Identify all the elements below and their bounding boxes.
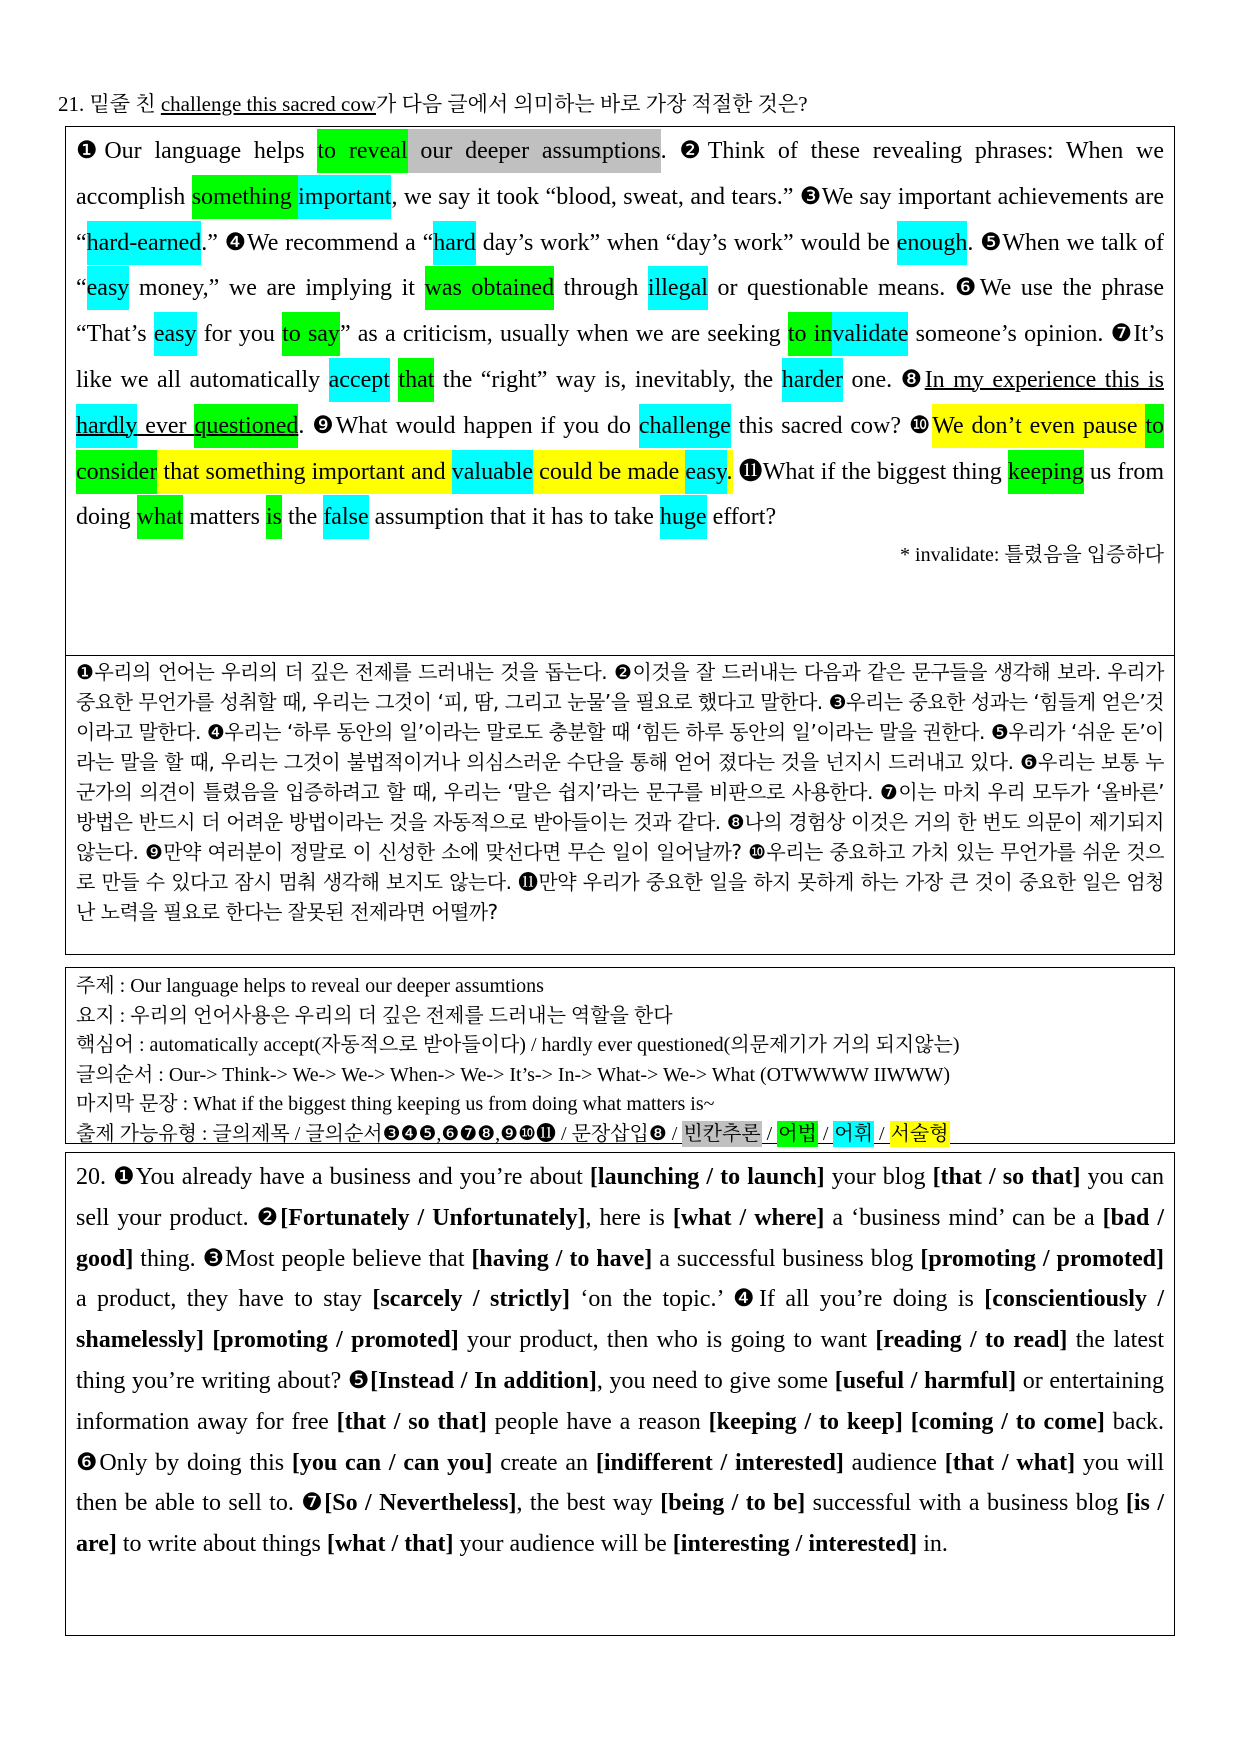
highlighted-phrase: was obtained	[425, 266, 555, 310]
highlighted-phrase: that something important and	[157, 450, 451, 494]
choice-bracket: [what / where]	[672, 1204, 825, 1231]
highlighted-phrase: easy	[685, 450, 726, 494]
text-segment: . ❺When we talk of “	[76, 229, 1165, 302]
highlighted-phrase: challenge	[639, 404, 731, 448]
choice-bracket: [coming / to come]	[910, 1408, 1105, 1435]
text-segment: this sacred cow? ❿	[730, 412, 933, 439]
choice-bracket: [you can / can you]	[291, 1449, 493, 1476]
choice-bracket: [promoting / promoted]	[920, 1245, 1165, 1272]
highlighted-phrase: easy	[154, 312, 197, 356]
translation-box	[65, 655, 1175, 955]
passage-21-box	[65, 126, 1175, 656]
choice-bracket: [indifferent / interested]	[595, 1449, 844, 1476]
text-segment: . ❾What would happen if you do	[298, 412, 639, 439]
text-segment: ⓫What if the biggest thing	[732, 458, 1008, 485]
choice-bracket: [Instead / In addition]	[370, 1367, 597, 1394]
highlighted-phrase: We don’t even pause	[932, 404, 1145, 448]
question-prefix: 밑줄 친	[89, 92, 156, 116]
text-segment: the	[281, 504, 324, 531]
text-segment: for you	[196, 321, 283, 348]
text-segment: through	[554, 275, 648, 302]
text-segment: the latest thing you’re writing about? ❺	[76, 1327, 1165, 1394]
text-segment: ‘on the topic.’ ❹If all you’re doing is	[569, 1286, 985, 1313]
text-segment: your product, then who is going to want	[458, 1327, 876, 1354]
choice-bracket: [So / Nevertheless]	[324, 1490, 517, 1517]
highlighted-phrase: huge	[660, 495, 707, 539]
highlighted-phrase: hardly	[76, 404, 137, 448]
choice-bracket: [that / so that]	[336, 1408, 487, 1435]
korean-translation: ❶우리의 언어는 우리의 더 깊은 전제를 드러내는 것을 돕는다. ❷이것을 잘 드러내는 다음과 같은 문구들을 생각해 보라. 우리가 중요한 무언가를 성취할 때, 우리는 그것이 ‘피, 땀, 그리고 눈물’을 필요로 했다고 말한다. ❸우리는 중요한 성과는 ‘힘들게 얻은’것이라고 말한다. ❹우리는 ‘하루 동안의 일’이라는 말로도 충분할 때 ‘힘든 하루 동안의 일’이라는 말을 권한다. ❺우리가 ‘쉬운 돈’이라는 말을 할 때, 우리는 그것이 불법적이거나 의심스러운 수단을 통해 얻어 졌다는 것을 넌지시 드러내고 있다. ❻우리는 보통 누군가의 의견이 틀렸음을 입증하려고 할 때, 우리는 ‘말은 쉽지’라는 문구를 비판으로 사용한다. ❼이는 마치 우리 모두가 ‘올바른’ 방법은 반드시 더 어려운 방법이라는 것을 자동적으로 받아들이는 것과 같다. ❽나의 경험상 이것은 거의 한 번도 의문이 제기되지 않는다. ❾만약 여러분이 정말로 이 신성한 소에 맞선다면 무슨 일이 일어날까? ❿우리는 중요하고 가치 있는 무언가를 쉬운 것으로 만들 수 있다고 잠시 멈춰 생각해 보지도 않는다. ⓫만약 우리가 중요한 일을 하지 못하게 하는 가장 큰 것이 중요한 일은 엄청난 노력을 필요로 한다는 잘못된 전제라면 어떨까?	[76, 660, 1164, 924]
text-segment: your blog	[824, 1164, 933, 1190]
text-segment: ” as a criticism, usually when we are seeking	[339, 321, 788, 348]
highlighted-phrase: important	[298, 175, 391, 219]
underlined-phrase: challenge this sacred cow	[160, 92, 377, 116]
text-segment: , we say it took “blood, sweat, and tears.” ❸We say important achievements are “	[76, 183, 1164, 256]
text-segment: in.	[917, 1531, 948, 1558]
choice-bracket: [useful / harmful]	[834, 1367, 1017, 1394]
text-segment: thing. ❸Most people believe that	[133, 1245, 472, 1272]
text-segment: your audience will be	[453, 1531, 673, 1558]
choice-bracket: [being / to be]	[660, 1490, 806, 1517]
question-type-tag: 빈칸추론	[683, 1122, 761, 1145]
text-segment: to write about things	[116, 1531, 327, 1558]
highlighted-phrase: accept	[329, 358, 390, 402]
text-segment: , the best way	[516, 1490, 661, 1517]
text-segment: or entertaining information away for free	[76, 1367, 1164, 1435]
highlighted-phrase: to in	[788, 312, 833, 356]
text-segment: a ‘business mind’ can be a	[824, 1204, 1103, 1231]
text-segment: effort?	[706, 504, 777, 531]
question-21-title	[58, 88, 808, 118]
summary-keywords: 핵심어 : automatically accept(자동적으로 받아들이다) / hardly ever questioned(의문제기가 거의 되지않는)	[76, 1034, 960, 1056]
text-segment: the “right” way is, inevitably, the	[434, 366, 782, 393]
highlighted-phrase: .	[727, 450, 733, 494]
text-segment: day’s work” when “day’s work” would be	[475, 229, 897, 256]
text-segment: . ❷Think of these revealing phrases: When we accomplish	[76, 138, 1165, 210]
text-segment: ❶Our language helps	[76, 138, 318, 164]
text-segment: , you need to give some	[596, 1367, 835, 1394]
highlighted-phrase: false	[323, 495, 368, 539]
highlighted-phrase: ever	[137, 412, 195, 439]
choice-bracket: [having / to have]	[471, 1245, 653, 1272]
summary-last-sentence: 마지막 문장 : What if the biggest thing keeping us from doing what matters is~	[76, 1093, 715, 1115]
text-segment: back. ❻Only by doing this	[76, 1408, 1164, 1476]
text-segment: a successful business blog	[652, 1245, 921, 1272]
choice-bracket: [is / are]	[76, 1490, 1165, 1558]
choice-bracket: [that / so that]	[932, 1164, 1081, 1190]
text-segment: people have a reason	[486, 1408, 709, 1435]
choice-bracket: [promoting / promoted]	[212, 1327, 459, 1354]
highlighted-phrase: valuable	[452, 450, 533, 494]
text-segment: money,” we are implying it	[129, 275, 425, 302]
text-segment: us from doing	[76, 458, 1164, 531]
choice-bracket: [interesting / interested]	[672, 1531, 918, 1558]
highlighted-phrase: our deeper assumptions	[408, 129, 661, 173]
text-segment	[903, 1409, 911, 1435]
highlighted-phrase: to reveal	[317, 129, 407, 173]
highlighted-phrase: enough	[897, 221, 968, 265]
summary-order: 글의순서 : Our-> Think-> We-> We-> When-> We-> It’s-> In-> What-> We-> What (OTWWWW IIWWW)	[76, 1063, 951, 1086]
separator: /	[761, 1122, 778, 1145]
highlighted-phrase: easy	[87, 266, 130, 310]
text-segment: successful with a business blog	[805, 1490, 1126, 1517]
text-segment: 20. ❶You already have a business and you’re about	[76, 1164, 590, 1190]
text-segment: .” ❹We recommend a “	[201, 229, 434, 256]
choice-bracket: [bad / good]	[76, 1204, 1165, 1272]
highlighted-phrase: illegal	[648, 266, 708, 310]
highlighted-phrase: questioned	[194, 404, 298, 448]
footnote: * invalidate: 틀렸음을 입증하다	[900, 544, 1164, 567]
highlighted-phrase: keeping	[1008, 450, 1084, 494]
question-type-tag: 서술형	[890, 1122, 949, 1145]
choice-bracket: [conscientiously / shamelessly]	[76, 1286, 1165, 1354]
highlighted-phrase: hard-earned	[87, 221, 202, 265]
question-number: 21.	[58, 92, 85, 116]
highlighted-phrase: hard	[433, 221, 476, 265]
passage-20-box	[65, 1152, 1175, 1636]
text-segment: , here is	[585, 1204, 673, 1231]
choice-bracket: [keeping / to keep]	[708, 1408, 903, 1435]
question-type-tag: 어법	[778, 1122, 817, 1145]
text-segment: a product, they have to stay	[76, 1286, 373, 1313]
passage-21-text	[76, 129, 1164, 541]
highlighted-phrase: is	[266, 495, 282, 539]
question-suffix: 가 다음 글에서 의미하는 바로 가장 적절한 것은?	[376, 92, 808, 116]
highlighted-phrase: In my experience this is	[924, 366, 1164, 393]
highlighted-phrase: harder	[782, 358, 843, 402]
choice-bracket: [Fortunately / Unfortunately]	[280, 1204, 586, 1231]
choice-bracket: [reading / to read]	[875, 1327, 1068, 1354]
separator: /	[817, 1122, 834, 1145]
highlighted-phrase: could be made	[533, 450, 685, 494]
choice-bracket: [scarcely / strictly]	[372, 1286, 570, 1313]
text-segment: create an	[492, 1449, 596, 1476]
text-segment: someone’s opinion. ❼It’s like we all automatically	[76, 321, 1164, 393]
separator: /	[874, 1122, 890, 1145]
summary-gist: 요지 : 우리의 언어사용은 우리의 더 깊은 전제를 드러내는 역할을 한다	[76, 1004, 673, 1027]
text-segment: one. ❽	[842, 366, 925, 393]
summary-box	[65, 967, 1175, 1144]
passage-20-text	[76, 1157, 1164, 1565]
choice-bracket: [what / that]	[326, 1531, 454, 1558]
text-segment: assumption that it has to take	[368, 504, 660, 531]
type-tags	[682, 1121, 949, 1147]
question-type-tag: 어휘	[834, 1122, 874, 1145]
summary-question-types	[76, 1120, 1164, 1150]
highlighted-phrase: validate	[832, 312, 908, 356]
text-segment: or questionable means. ❻We use the phrase “That’s	[76, 275, 1165, 348]
text-segment: matters	[183, 504, 266, 531]
highlighted-phrase: to consider	[76, 404, 1164, 494]
text-segment: you can sell your product. ❷	[76, 1164, 1165, 1231]
highlighted-phrase: to say	[282, 312, 340, 356]
highlighted-phrase: that	[398, 358, 434, 402]
types-prefix: 출제 가능유형 : 글의제목 / 글의순서❸❹❺,❻❼❽,❾❿⓫ / 문장삽입❽ /	[76, 1122, 678, 1145]
text-segment: audience	[843, 1449, 945, 1476]
highlighted-phrase: something	[192, 175, 298, 219]
choice-bracket: [that / what]	[944, 1449, 1076, 1476]
highlighted-phrase: what	[137, 495, 184, 539]
summary-theme: 주제 : Our language helps to reveal our deeper assumtions	[76, 975, 544, 997]
text-segment: you will then be able to sell to. ❼	[76, 1449, 1165, 1517]
choice-bracket: [launching / to launch]	[589, 1164, 825, 1190]
